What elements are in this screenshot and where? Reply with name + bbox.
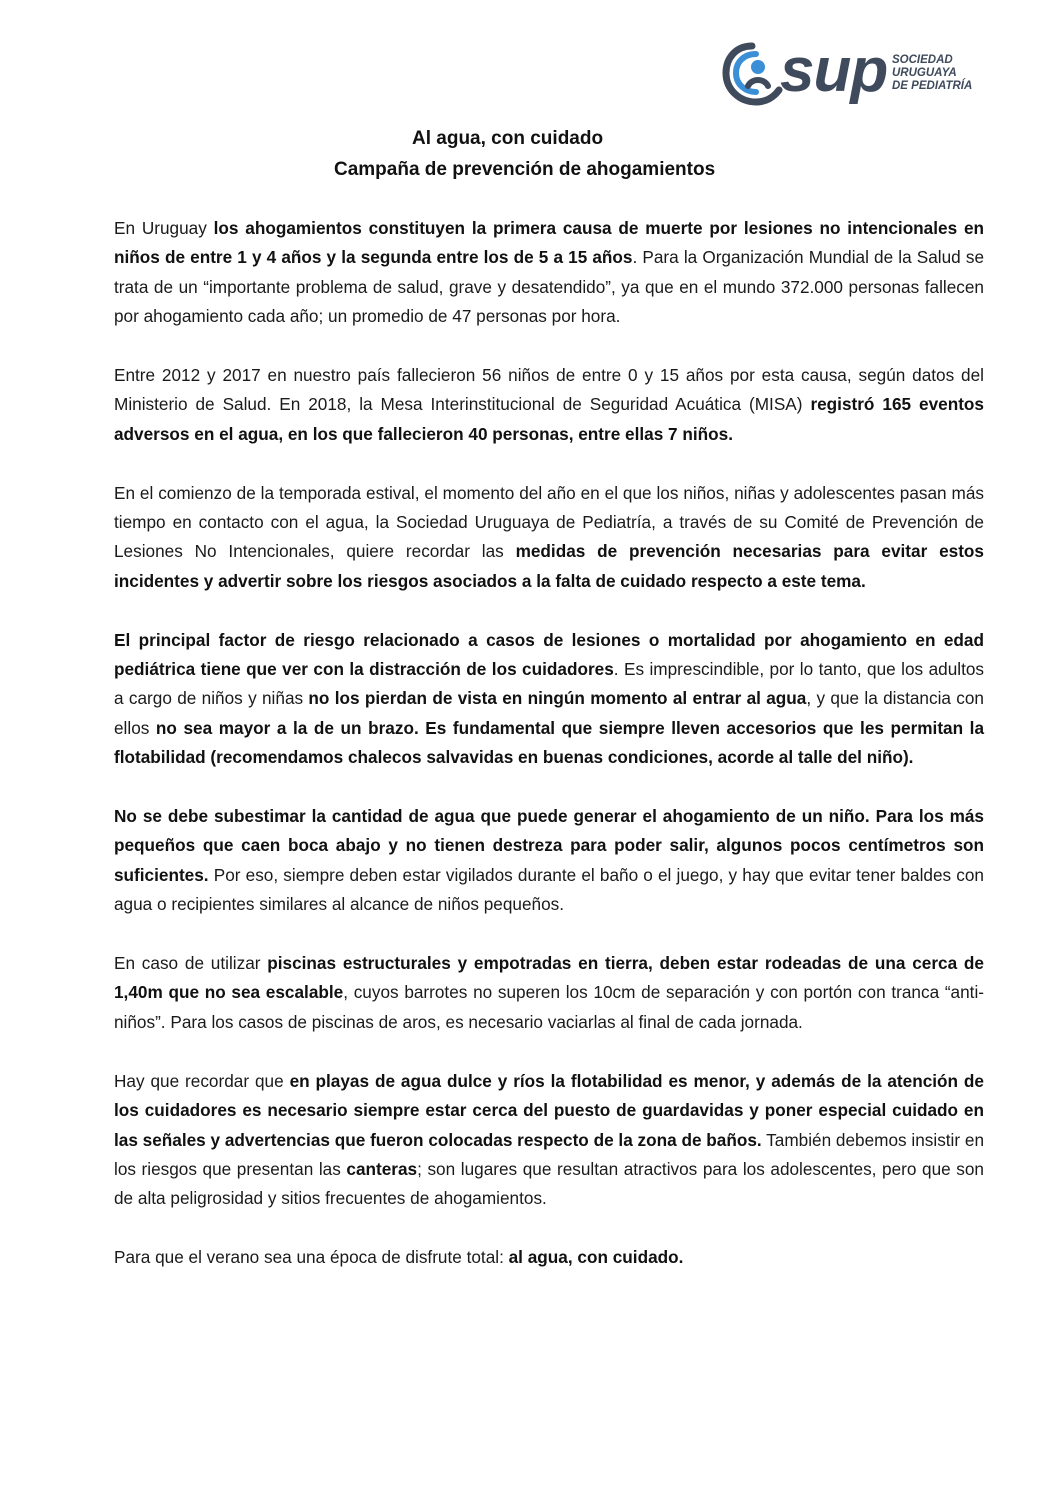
paragraph-text: En el comienzo de la temporada estival, el momento del año en el que los niños, niñas y adolescentes pasan más tiempo en contacto con el agua, la Sociedad Uruguaya de Pediatría, a través de su Comité de Prevención de Lesiones No Intencionales, quiere recordar las — [114, 482, 984, 562]
paragraph — [114, 802, 984, 920]
paragraph-bold-text: medidas de prevención necesarias para evitar estos incidentes y advertir sobre los riesgos asociados a la falta de cuidado respecto a este tema. — [114, 541, 984, 591]
paragraph-bold-text: registró 165 eventos adversos en el agua, en los que fallecieron 40 personas, entre ellas 7 niños. — [114, 394, 984, 444]
paragraph-bold-text: los ahogamientos constituyen la primera causa de muerte por lesiones no intencionales en niños de entre 1 y 4 años y la segunda entre los de 5 a 15 años — [114, 218, 985, 268]
paragraph — [114, 949, 984, 1037]
paragraph-text: , y que la distancia con ellos — [114, 688, 984, 738]
paragraph-text: También debemos insistir en los riesgos que presentan las — [114, 1129, 984, 1179]
paragraph-bold-text: No se debe subestimar la cantidad de agua que puede generar el ahogamiento de un niño. Para los más pequeños que caen boca abajo y no tienen destreza para poder salir, algunos pocos centímetros son suficientes. — [114, 806, 984, 885]
logo-sub-line: SOCIEDAD — [892, 54, 953, 66]
paragraph — [114, 626, 984, 773]
logo-sub-line: URUGUAYA — [892, 67, 957, 79]
document-body — [114, 214, 984, 1302]
paragraph-text: Para que el verano sea una época de disfrute total: — [114, 1247, 509, 1268]
paragraph-bold-text: no sea mayor a la de un brazo. Es fundamental que siempre lleven accesorios que les permitan la flotabilidad (recomendamos chalecos salvavidas en buenas condiciones, acorde al talle del niño). — [114, 717, 985, 768]
logo-wordmark: sup — [780, 36, 888, 105]
paragraph-text: Entre 2012 y 2017 en nuestro país fallecieron 56 niños de entre 0 y 15 años por esta causa, según datos del Ministerio de Salud. En 2018, la Mesa Interinstitucional de Seguridad Acuática (MISA) — [114, 365, 984, 415]
paragraph — [114, 479, 984, 597]
paragraph-bold-text: en playas de agua dulce y ríos la flotabilidad es menor, y además de la atención de los cuidadores es necesario siempre estar cerca del puesto de guardavidas y poner especial cuidado en las señales y advertencias que fueron colocadas respecto de la zona de baños. — [114, 1070, 984, 1150]
logo-subtitle — [892, 54, 972, 93]
paragraph-bold-text: piscinas estructurales y empotradas en tierra, deben estar rodeadas de una cerca de 1,40m que no sea escalable — [114, 953, 984, 1003]
paragraph-text: En caso de utilizar — [114, 953, 268, 974]
paragraph-text: . Es imprescindible, por lo tanto, que los adultos a cargo de niños y niñas — [114, 659, 984, 709]
document-title: Al agua, con cuidado — [412, 128, 604, 149]
paragraph-text: En Uruguay — [114, 218, 214, 238]
sup-logo — [722, 36, 982, 110]
sup-logo-mark-icon — [722, 40, 784, 106]
paragraph-text: . Para la Organización Mundial de la Salud se trata de un “importante problema de salud, grave y desatendido”, ya que en el mundo 372.000 personas fallecen por ahogamiento cada año; un promedio de 47 personas por hora. — [114, 247, 984, 327]
paragraph — [114, 1243, 984, 1272]
paragraph-bold-text: al agua, con cuidado. — [508, 1247, 684, 1268]
logo-sub-line: DE PEDIATRÍA — [892, 80, 973, 92]
paragraph-bold-text: canteras — [346, 1158, 418, 1179]
paragraph-text: Hay que recordar que — [114, 1070, 290, 1091]
paragraph-text: Por eso, siempre deben estar vigilados durante el baño o el juego, y hay que evitar tener baldes con agua o recipientes similares al alcance de niños pequeños. — [114, 864, 984, 915]
document-subtitle: Campaña de prevención de ahogamientos — [334, 159, 716, 180]
paragraph — [114, 214, 984, 332]
paragraph-bold-text: El principal factor de riesgo relacionado a casos de lesiones o mortalidad por ahogamiento en edad pediátrica tiene que ver con la distracción de los cuidadores — [114, 629, 984, 680]
paragraph-text: , cuyos barrotes no superen los 10cm de separación y con portón con tranca “anti-niños”. Para los casos de piscinas de aros, es necesario vaciarlas al final de cada jornada. — [114, 982, 984, 1032]
paragraph — [114, 361, 984, 449]
paragraph-text: ; son lugares que resultan atractivos para los adolescentes, pero que son de alta peligrosidad y sitios frecuentes de ahogamientos. — [114, 1158, 984, 1209]
paragraph-bold-text: no los pierdan de vista en ningún momento al entrar al agua — [308, 688, 807, 709]
paragraph — [114, 1067, 984, 1214]
